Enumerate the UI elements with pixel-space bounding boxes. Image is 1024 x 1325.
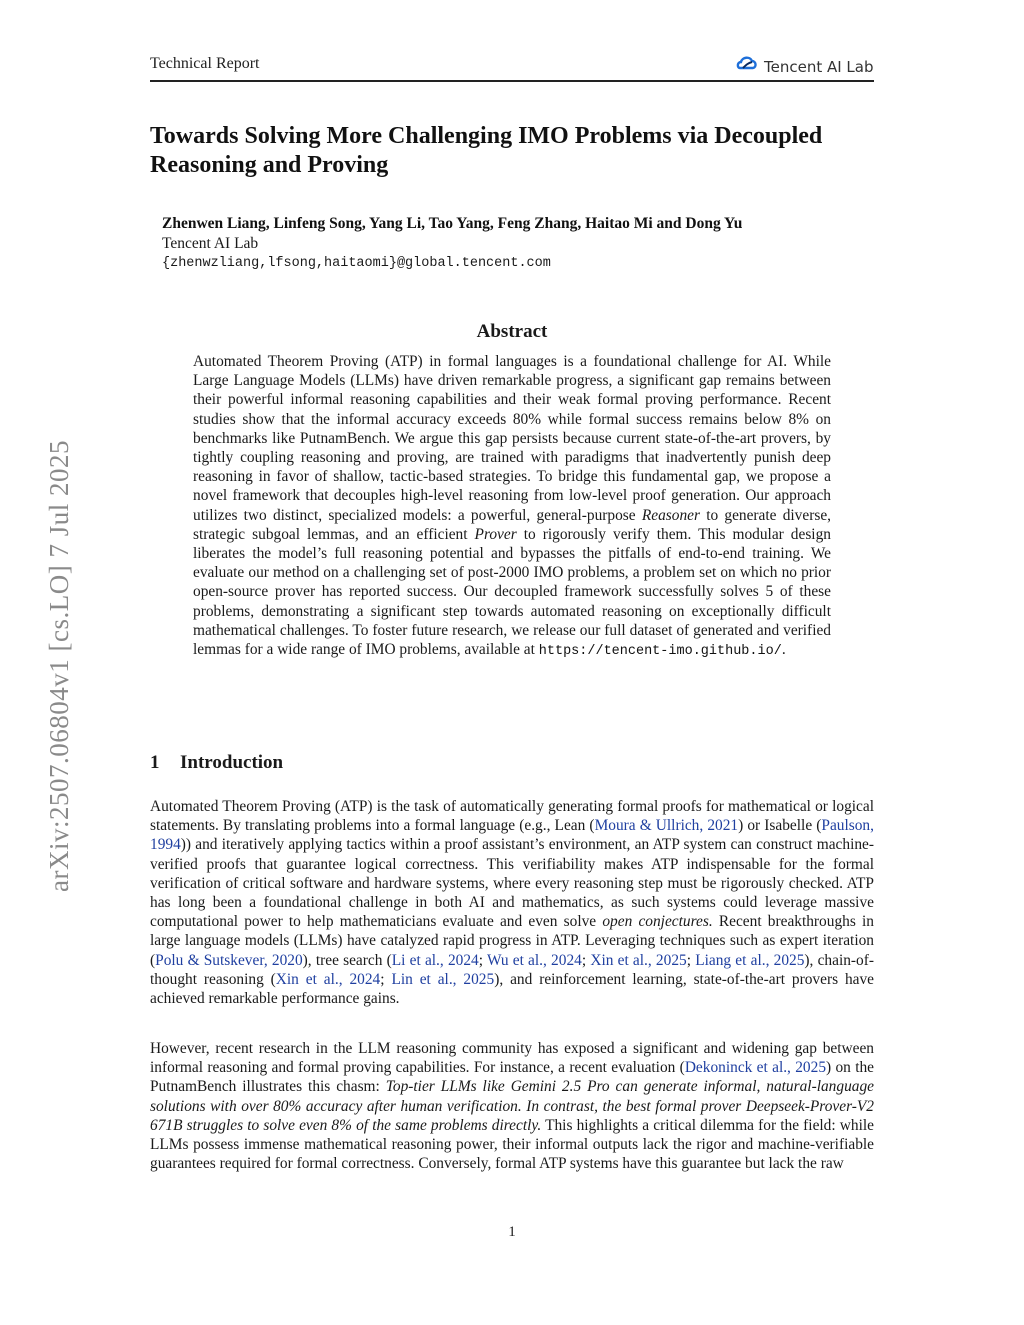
citation-liang-2025[interactable]: Liang et al., 2025 bbox=[695, 951, 805, 969]
p1-text-1: Automated Theorem Proving (ATP) is the task of automatically generating formal proofs for mathematical or logical statements. By translating problems into a formal language (e.g., Lean ( bbox=[150, 798, 874, 835]
citation-lin-2025[interactable]: Lin et al., 2025 bbox=[391, 970, 495, 988]
author-list: Zhenwen Liang, Linfeng Song, Yang Li, Tao Yang, Feng Zhang, Haitao Mi and Dong Yu bbox=[162, 215, 743, 232]
logo-text: Tencent AI Lab bbox=[764, 57, 874, 76]
abstract-prover-term: Prover bbox=[474, 525, 517, 543]
affiliation: Tencent AI Lab bbox=[162, 235, 259, 252]
abstract-heading: Abstract bbox=[476, 321, 548, 342]
citation-wu-2024[interactable]: Wu et al., 2024 bbox=[486, 951, 582, 969]
p1-text-4: Recent breakthroughs in large language models (LLMs) have catalyzed rapid progress in ATP. Leveraging techniques such as expert iteration ( bbox=[150, 913, 874, 969]
section-number: 1 bbox=[150, 752, 160, 773]
p1-sep: ; bbox=[686, 951, 696, 969]
abstract-reasoner-term: Reasoner bbox=[641, 506, 700, 524]
p1-sep: ; bbox=[581, 951, 591, 969]
intro-paragraph-2 bbox=[150, 1039, 874, 1173]
running-head: Technical Report bbox=[150, 55, 260, 72]
abstract-text-c: to rigorously verify them. This modular design liberates the model’s full reasoning potential and bypasses the pitfalls of end-to-end training. We evaluate our method on a challenging set of post-2000 IMO problems, a problem set on which no prior open-source prover has reported success. Our decoupled framework successfully solves 5 of these problems, demonstrating a significant step towards automated reasoning on exceptionally difficult mathematical challenges. To foster future research, we release our full dataset of generated and verified lemmas for a wide range of IMO problems, available at bbox=[193, 525, 831, 659]
section-heading bbox=[150, 752, 283, 774]
abstract-body bbox=[193, 352, 831, 661]
p1-text-2: ) or Isabelle ( bbox=[738, 817, 822, 835]
p2-text-3: This highlights a critical dilemma for the field: while LLMs possess immense mathematical reasoning power, their informal outputs lack the rigor and machine-verifiable guarantees required for formal correctness. Conversely, formal ATP systems have this guarantee but lack the raw bbox=[150, 1116, 874, 1173]
abstract-text-b: to generate diverse, strategic subgoal lemmas, and an efficient bbox=[193, 506, 831, 543]
p1-sep: ; bbox=[478, 951, 487, 969]
citation-xin-2024[interactable]: Xin et al., 2024 bbox=[275, 970, 381, 988]
tencent-logo-icon bbox=[736, 54, 758, 79]
p2-text-1: However, recent research in the LLM reasoning community has exposed a significant and widening gap between informal reasoning and formal proving capabilities. For instance, a recent evaluation ( bbox=[150, 1040, 874, 1077]
p1-text-7: ), and reinforcement learning, state-of-the-art provers have achieved remarkable performance gains. bbox=[150, 970, 875, 1008]
p1-sep: ; bbox=[380, 970, 392, 988]
section-title: Introduction bbox=[180, 752, 284, 773]
page-number: 1 bbox=[508, 1224, 516, 1240]
p2-text-2: ) on the PutnamBench illustrates this chasm: bbox=[150, 1059, 875, 1096]
p1-text-3: )) and iteratively applying tactics within a proof assistant’s environment, an ATP system can construct machine-verified proofs that guarantee logical correctness. This verifiability makes ATP indispensable for the formal verification of critical software and hardware systems, where every reasoning step must be rigorously checked. ATP has long been a foundational challenge in both AI and mathematics, as such systems could leverage massive computational power to help mathematicians evaluate and even solve bbox=[150, 836, 874, 931]
citation-polu-sutskever[interactable]: Polu & Sutskever, 2020 bbox=[155, 951, 303, 969]
arxiv-identifier-stamp: arXiv:2507.06804v1 [cs.LO] 7 Jul 2025 bbox=[44, 440, 74, 892]
citation-paulson[interactable]: Paulson, 1994 bbox=[150, 817, 874, 854]
author-emails: {zhenwzliang,lfsong,haitaomi}@global.tencent.com bbox=[162, 256, 551, 271]
p1-text-6: ), chain-of-thought reasoning ( bbox=[150, 951, 874, 988]
project-url-link[interactable]: https://tencent-imo.github.io/ bbox=[538, 644, 782, 660]
paper-title: Towards Solving More Challenging IMO Problems via Decoupled Reasoning and Proving bbox=[150, 123, 823, 178]
p2-emphasis: Top-tier LLMs like Gemini 2.5 Pro can generate informal, natural-language solutions with over 80% accuracy after human verification. In contrast, the best formal prover Deepseek-Prover-V2 671B struggles to solve even 8% of the same problems directly. bbox=[150, 1078, 874, 1134]
abstract-end: . bbox=[781, 641, 786, 659]
p1-text-5: ), tree search ( bbox=[302, 951, 392, 969]
citation-moura-ullrich[interactable]: Moura & Ullrich, 2021 bbox=[594, 817, 739, 835]
citation-xin-2025[interactable]: Xin et al., 2025 bbox=[590, 951, 687, 969]
tencent-ai-lab-logo bbox=[736, 54, 874, 79]
citation-dekoninck-2025[interactable]: Dekoninck et al., 2025 bbox=[684, 1059, 827, 1077]
citation-li-2024[interactable]: Li et al., 2024 bbox=[391, 951, 479, 969]
header-rule bbox=[150, 80, 874, 82]
intro-paragraph-1 bbox=[150, 797, 874, 1008]
p1-emphasis: open conjectures. bbox=[602, 913, 713, 931]
abstract-text-a: Automated Theorem Proving (ATP) in formal languages is a foundational challenge for AI. While Large Language Models (LLMs) have driven remarkable progress, a significant gap remains between their powerful informal reasoning capabilities and their weak formal proving performance. Recent studies show that the informal accuracy exceeds 80% while formal success remains below 8% on benchmarks like PutnamBench. We argue this gap persists because current state-of-the-art provers, by tightly coupling reasoning and proving, are trained with paradigms that inadvertently punish deep reasoning in favor of shallow, tactic-based strategies. To bridge this fundamental gap, we propose a novel framework that decouples high-level reasoning from low-level proof generation. Our approach utilizes two distinct, specialized models: a powerful, general-purpose bbox=[193, 353, 831, 524]
